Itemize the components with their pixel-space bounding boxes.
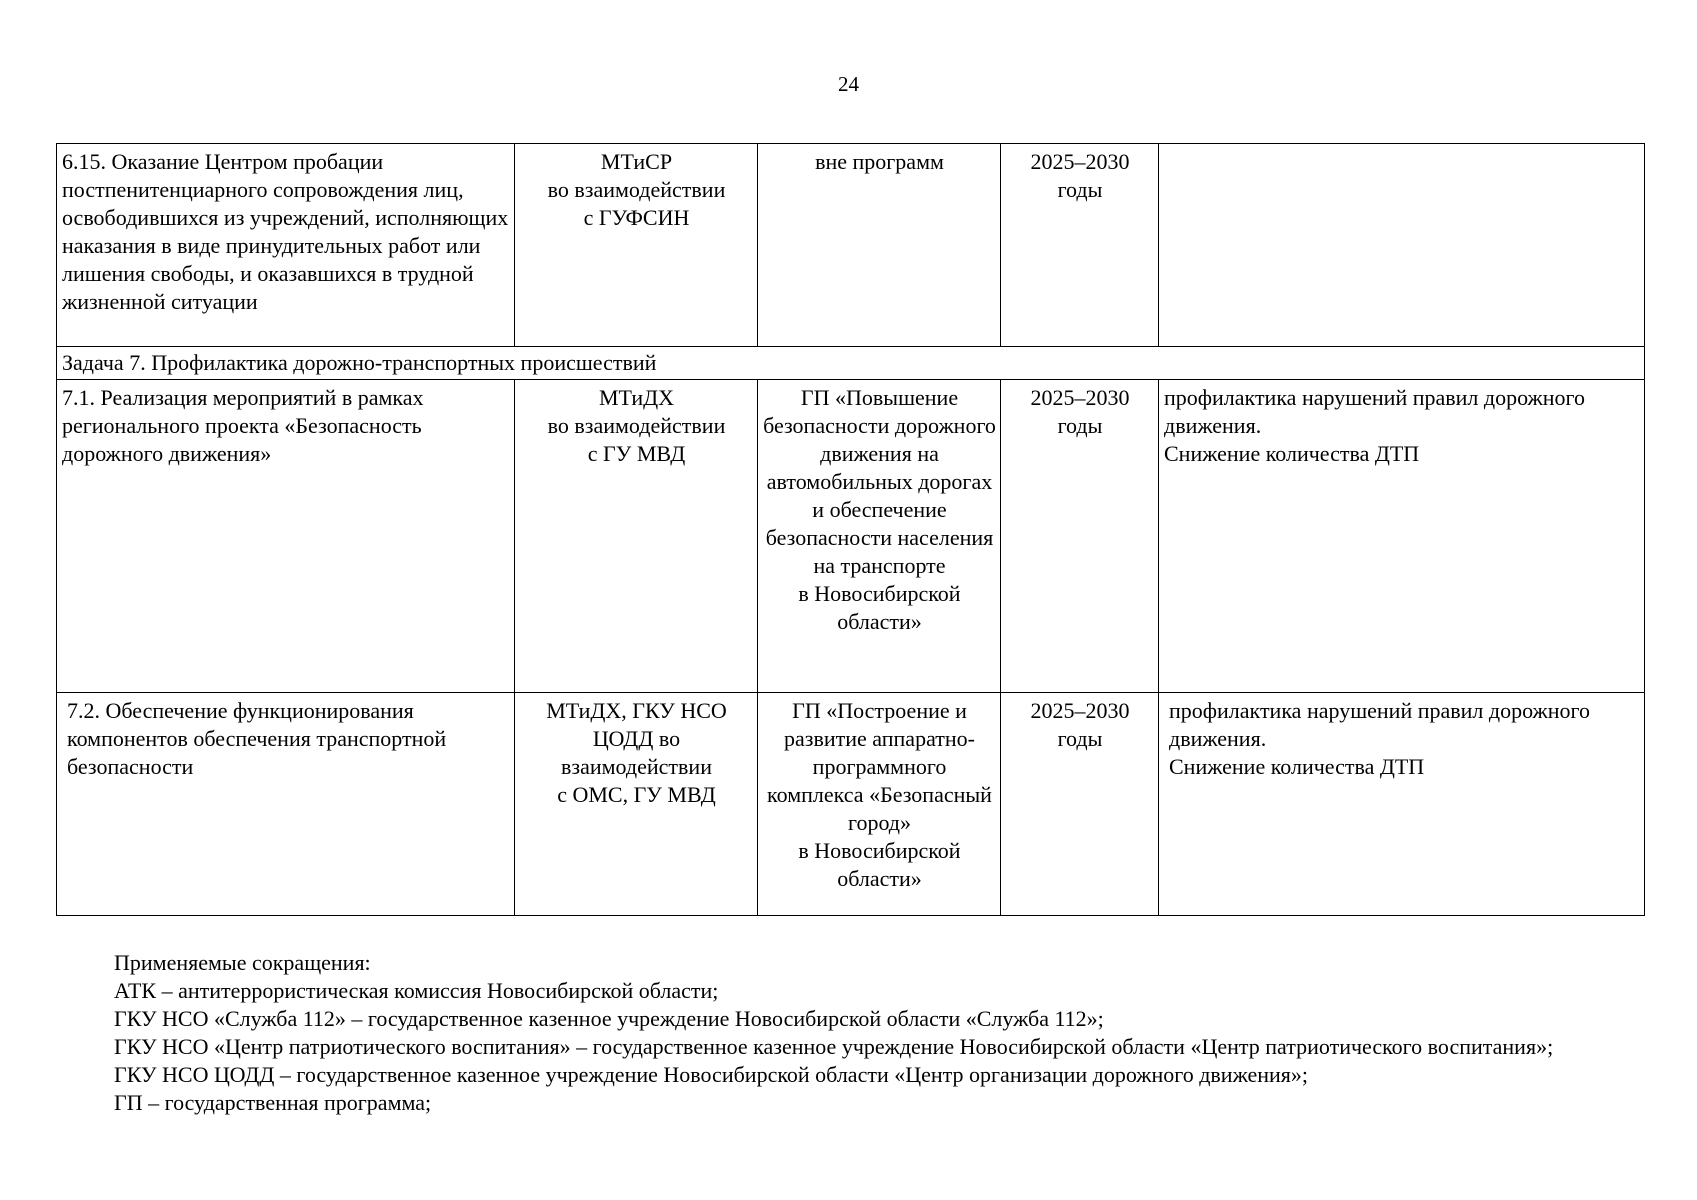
- measure-cell: 7.2. Обеспечение функционирования компонентов обеспечения транспортной безопасности: [57, 693, 515, 916]
- table-row: [57, 693, 1645, 916]
- measure-cell: 7.1. Реализация мероприятий в рамках регионального проекта «Безопасность дорожного движения»: [57, 380, 515, 693]
- result-cell: профилактика нарушений правил дорожного движения. Снижение количества ДТП: [1159, 380, 1645, 693]
- page-number: 24: [838, 72, 859, 96]
- abbreviation-item: ГП – государственная программа;: [114, 1090, 432, 1115]
- table-row: [57, 144, 1645, 347]
- abbreviation-item: ГКУ НСО ЦОДД – государственное казенное учреждение Новосибирской области «Центр организации дорожного движения»;: [114, 1062, 1309, 1087]
- result-cell: профилактика нарушений правил дорожного движения. Снижение количества ДТП: [1159, 693, 1645, 916]
- program-cell: вне программ: [758, 144, 1001, 347]
- executor-cell: МТиДХ во взаимодействии с ГУ МВД: [515, 380, 758, 693]
- period-cell: 2025–2030 годы: [1001, 380, 1159, 693]
- abbreviation-item: АТК – антитеррористическая комиссия Новосибирской области;: [114, 978, 719, 1003]
- abbreviation-item: ГКУ НСО «Центр патриотического воспитания» – государственное казенное учреждение Новосибирской области «Центр патриотического воспитания»;: [114, 1034, 1554, 1059]
- measure-cell: 6.15. Оказание Центром пробации постпенитенциарного сопровождения лиц, освободившихся из учреждений, исполняющих наказания в виде принудительных работ или лишения свободы, и оказавшихся в трудной жизненной ситуации: [57, 144, 515, 347]
- table-row: [57, 380, 1645, 693]
- period-cell: 2025–2030 годы: [1001, 693, 1159, 916]
- task-row: [57, 347, 1645, 380]
- program-cell: ГП «Построение и развитие аппаратно-программного комплекса «Безопасный город» в Новосибирской области»: [758, 693, 1001, 916]
- period-cell: 2025–2030 годы: [1001, 144, 1159, 347]
- abbreviations-section: [56, 949, 1644, 1117]
- result-cell: [1159, 144, 1645, 347]
- abbreviation-item: ГКУ НСО «Служба 112» – государственное казенное учреждение Новосибирской области «Служба 112»;: [114, 1006, 1104, 1031]
- program-cell: ГП «Повышение безопасности дорожного движения на автомобильных дорогах и обеспечение безопасности населения на транспорте в Новосибирской области»: [758, 380, 1001, 693]
- measures-table: [56, 143, 1645, 916]
- executor-cell: МТиДХ, ГКУ НСО ЦОДД во взаимодействии с ОМС, ГУ МВД: [515, 693, 758, 916]
- executor-cell: МТиСР во взаимодействии с ГУФСИН: [515, 144, 758, 347]
- task-heading: Задача 7. Профилактика дорожно-транспортных происшествий: [57, 347, 1645, 380]
- abbreviations-heading: Применяемые сокращения:: [114, 950, 371, 975]
